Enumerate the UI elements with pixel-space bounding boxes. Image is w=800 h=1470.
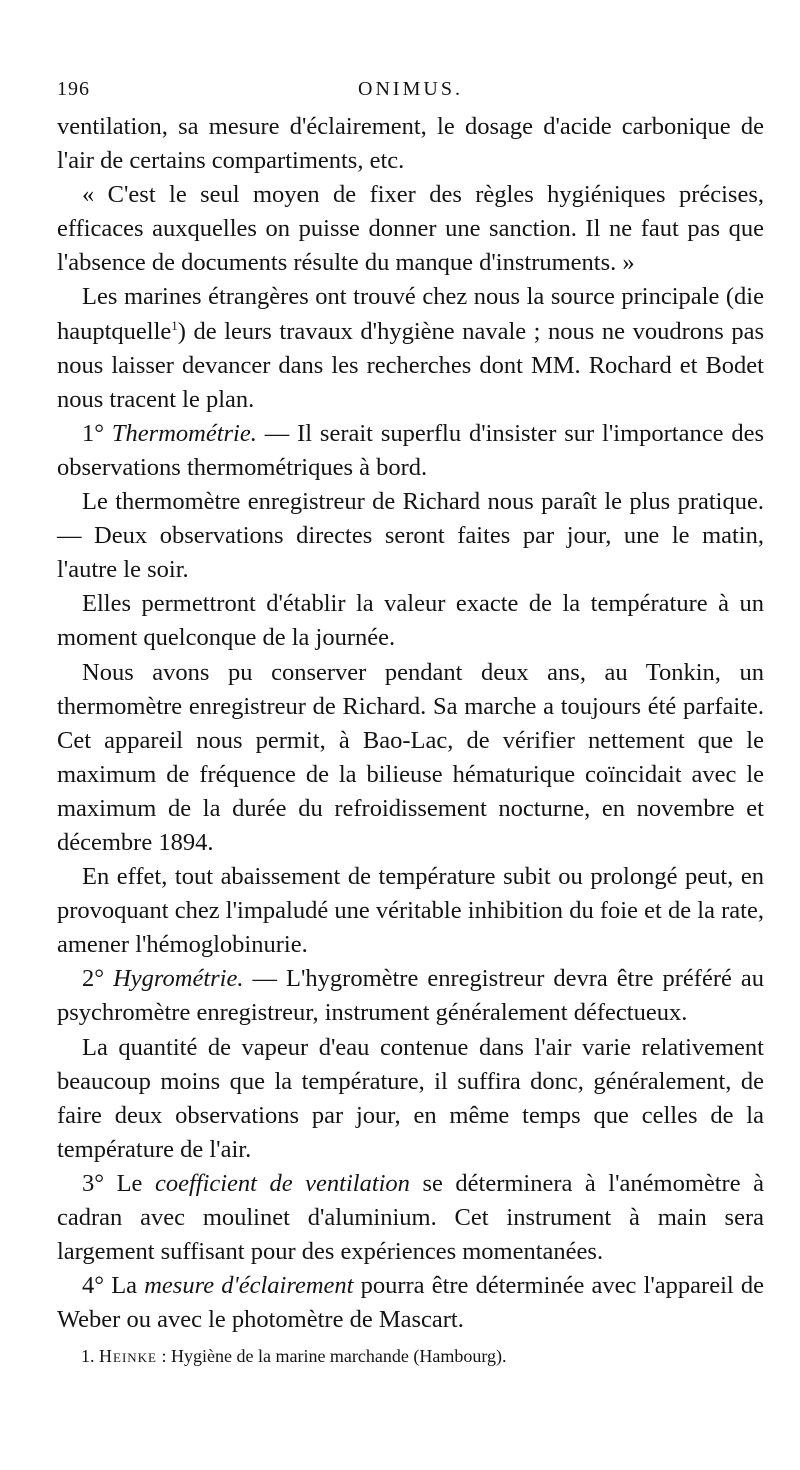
page-number: 196: [57, 78, 90, 100]
paragraph: Le thermomètre enregistreur de Richard nous paraît le plus pratique. — Deux observations directes seront faites par jour, une le matin, l'autre le soir.: [57, 488, 764, 584]
footnote-author: Heinke: [99, 1346, 157, 1367]
section-number: 1°: [82, 419, 105, 447]
paragraph: ventilation, sa mesure d'éclairement, le dosage d'acide carbonique de l'air de certains compartiments, etc.: [57, 113, 764, 175]
footnote-mark: 1.: [81, 1346, 95, 1367]
paragraph: Les marines étrangères ont trouvé chez nous la source principale (die hauptquelle$^1$) de leurs travaux d'hygiène navale ; nous ne voudrons pas nous laisser devancer dans les recherches dont MM. Rochard et Bodet nous tracent le plan.: [57, 283, 764, 413]
section-eclairement: 4° La mesure d'éclairement pourra être déterminée avec l'appareil de Weber ou avec le photomètre de Mascart.: [57, 1272, 764, 1334]
paragraph: Nous avons pu conserver pendant deux ans, au Tonkin, un thermomètre enregistreur de Richard. Sa marche a toujours été parfaite. Cet appareil nous permit, à Bao-Lac, de vérifier nettement que le maximum de fréquence de la bilieuse hématurique coïncidait avec le maximum de la durée du refroidissement nocturne, en novembre et décembre 1894.: [57, 658, 764, 856]
footnote-text: : Hygiène de la marine marchande (Hambourg).: [157, 1346, 507, 1367]
section-title: Hygrométrie.: [113, 965, 244, 993]
page-body: [57, 110, 764, 1337]
paragraph: En effet, tout abaissement de température subit ou prolongé peut, en provoquant chez l'impaludé une véritable inhibition du foie et de la rate, amener l'hémoglobinurie.: [57, 863, 764, 959]
paragraph: Elles permettront d'établir la valeur exacte de la température à un moment quelconque de la journée.: [57, 590, 764, 652]
section-hygrometrie: 2° Hygrométrie. — L'hygromètre enregistreur devra être préféré au psychromètre enregistreur, instrument généralement défectueux.: [57, 965, 764, 1027]
running-head: ONIMUS.: [358, 78, 463, 100]
section-title: coefficient de ventilation: [154, 1169, 410, 1197]
footnote: [57, 1343, 764, 1369]
section-number: 3°: [82, 1169, 105, 1197]
section-thermometrie: 1° Thermométrie. — Il serait superflu d'insister sur l'importance des observations thermométriques à bord.: [57, 419, 764, 481]
section-title: Thermométrie.: [111, 419, 257, 447]
section-ventilation: 3° Le coefficient de ventilation se déterminera à l'anémomètre à cadran avec moulinet d'aluminium. Cet instrument à main sera largement suffisant pour des expériences momentanées.: [57, 1169, 764, 1266]
section-title: mesure d'éclairement: [144, 1272, 354, 1300]
section-number: 2°: [82, 965, 105, 993]
section-number: 4°: [82, 1272, 105, 1300]
paragraph: La quantité de vapeur d'eau contenue dans l'air varie relativement beaucoup moins que la température, il suffira donc, généralement, de faire deux observations par jour, en même temps que celles de la température de l'air.: [57, 1033, 764, 1163]
page-header: [57, 74, 764, 104]
paragraph-quote: « C'est le seul moyen de fixer des règles hygiéniques précises, efficaces auxquelles on puisse donner une sanction. Il ne faut pas que l'absence de documents résulte du manque d'instruments. »: [57, 181, 764, 277]
footnote-reference: 1: [171, 317, 178, 333]
